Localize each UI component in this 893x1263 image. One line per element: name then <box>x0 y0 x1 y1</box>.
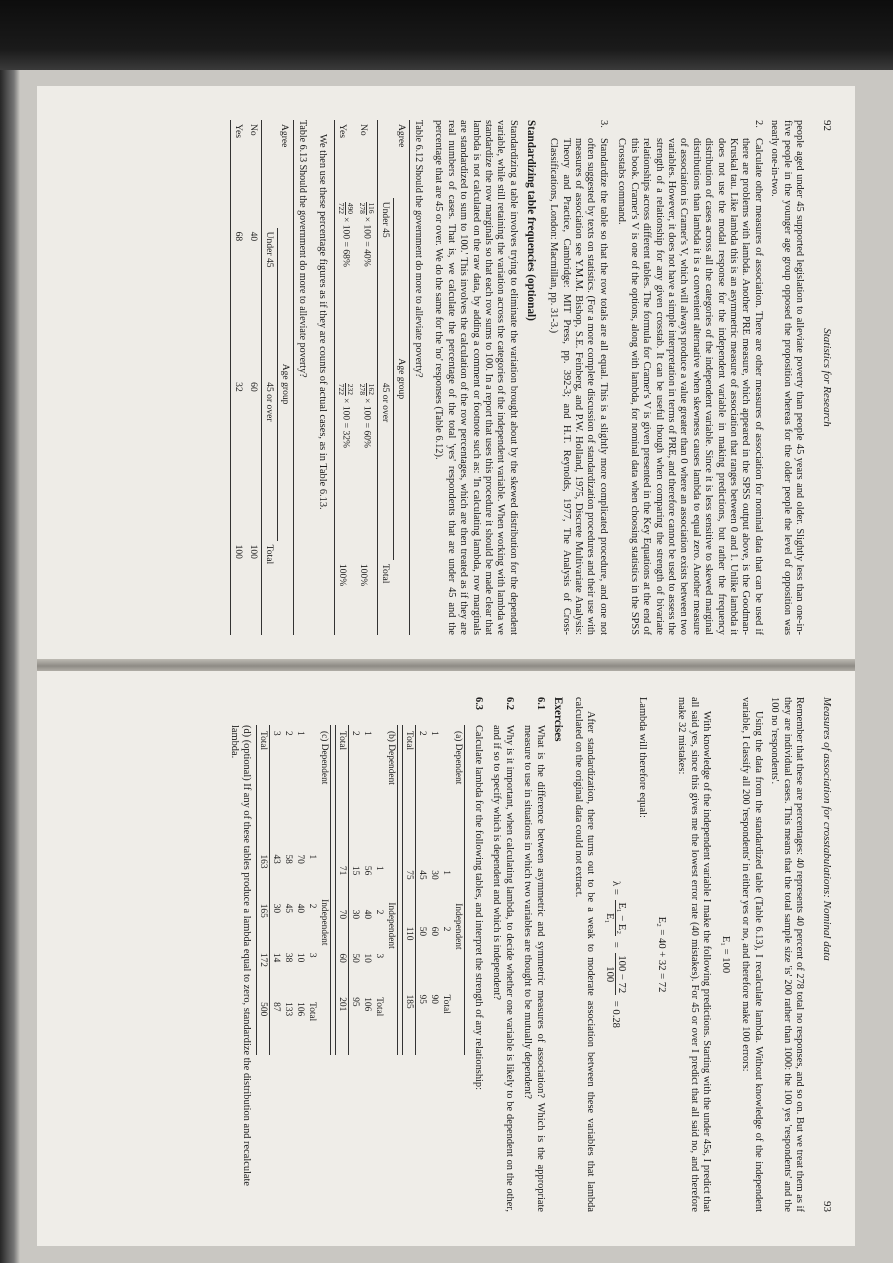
table-row: 2 15 30 50 95 <box>350 731 361 1007</box>
paragraph-lambda-equal: Lambda will therefore equal: <box>636 697 648 818</box>
table-row: 2 58 45 38 133 <box>283 731 294 1017</box>
t612-row-label: Yes <box>337 124 349 138</box>
paragraph-remember: Remember that these are percentages: 40 represents 40 percent of 278 total no responses, and so on. But we treat them as if they are individual cases. This means that the total sample size 'is' 200 rather than 1000: the 100 yes 'respondents' and the 100 no 'respondents'. <box>769 697 805 1212</box>
t612-col-total: Total <box>380 563 392 584</box>
table-row: No 40 60 100 <box>247 124 259 559</box>
equation-e2: E₂ = 40 + 32 = 72 <box>655 916 667 993</box>
exercise-6-2: 6.2 Why is it important, when calculating lambda, to decide whether one variable is likely to be dependent on the other, and if so to specify which is dependent and which is independent? <box>491 697 515 1212</box>
exercise-6-3: 6.3 Calculate lambda for the following tables, and interpret the strength of any relationship: <box>472 697 484 1091</box>
exercises-heading: Exercises <box>551 697 564 742</box>
t612-col-under45: Under 45 <box>380 201 392 238</box>
running-header-left <box>815 120 833 635</box>
page-number-right: 93 <box>821 1201 833 1212</box>
list-number-2: 2. <box>752 120 764 128</box>
equation-e1: E₁ = 100 <box>719 935 731 974</box>
exercise-table-a: (a) Dependent Independent 1 2 Total 1 30 60 90 2 45 50 95 Total 75 110 185 <box>403 725 466 1212</box>
options-list <box>547 120 764 635</box>
page-93 <box>37 671 855 1246</box>
table-row-total: Total 163 165 172 500 <box>257 725 270 1055</box>
table-row: 3 43 30 14 87 <box>271 731 282 1012</box>
table-6-12 <box>334 120 410 635</box>
t612-age-group-header: Age group <box>394 198 410 560</box>
t612-col-45over: 45 or over <box>380 382 392 423</box>
paragraph-after-standardization: After standardization, there turns out to be a weak to moderate association between these variables that lambda calculated on the original data could not extract. <box>572 697 597 1212</box>
running-title-left: Statistics for Research <box>821 328 833 427</box>
page-92 <box>37 86 855 661</box>
table-row: 1 56 40 10 106 <box>362 731 373 1012</box>
page-number-left: 92 <box>821 120 833 131</box>
list-text-2: Calculate other measures of association. There are other measures of association for nominal data that can be used if there are problems with lambda. Another PRE measure, which appeared in the SPSS output above, is the Goodman-Kruskal tau. Like lambda this is an asymmetric measure of association that ranges between 0 and 1. Unlike lambda it does not use the modal response for the independent variable in making predictions, but rather the frequency distribution of cases across all the categories of the independent variable. Since it is less sensitive to skewed marginal distributions than lambda it is a convenient alternative when skewness causes lambda to equal zero. Another measure of association is Cramer's V, which will always produce a value greater than 0 where an association exists between two variables. However, it does not have a simple interpretation in terms of PRE, and therefore cannot be used to assess the strength of a relationship for any given crosstab. It can be useful though when comparing the strength of bivariate relationships across different tables. The formula for Cramer's V is given presented in the Key Equations at the end of this book. Cramer's V is one of the options, along with lambda, for nominal data when choosing statistics in the SPSS Crosstabs command. <box>616 138 764 635</box>
t612-agree-header: Agree <box>395 124 407 148</box>
ta-label: (a) Dependent <box>453 725 466 864</box>
table-6-13 <box>230 120 294 635</box>
section-heading-standardizing: Standardizing table frequencies (optional) <box>524 120 537 321</box>
t613-col-total: Total <box>263 544 275 565</box>
table-row: 2 45 50 95 <box>417 731 428 1004</box>
running-header-right <box>815 697 833 1212</box>
t613-agree-header: Agree <box>279 124 291 148</box>
exercise-6-1: 6.1 What is the difference between asymmetric and symmetric measures of association? Which is the appropriate measure to use in situations in which two variables are thought to be mutually dependent? <box>522 697 546 1212</box>
list-item-2 <box>615 120 764 635</box>
t613-col-under45: Under 45 <box>263 231 275 268</box>
equation-lambda: λ = E₁ − E₂ E₁ = 100 − 72 100 = 0.28 <box>604 881 628 1028</box>
table-row: 1 70 40 10 106 <box>295 731 306 1017</box>
paragraph-intro: people aged under 45 supported legislation to alleviate poverty than people 45 years and older. Slightly less than one-in-five people in the younger age group opposed the proposition whereas for the older people the level of opposition was nearly one-in-two. <box>769 120 805 635</box>
table-row: Yes 68 32 100 <box>230 120 246 635</box>
paragraph-standardizing: Standardizing a table involves trying to eliminate the variation brought about by the skewed distribution for the dependent variable, while still retaining the variation across the categories of the independent variable. When working with lambda we standardize the row marginals so that each row sums to 100. In a report that uses this procedure it should be made clear that lambda is not calculated on the raw data, by adding a comment or footnote such as: 'In calculating lambda, row marginals are standardized to sum to 100.' This involves the calculation of the row percentages, which are then treated as if they are real numbers of cases. That is, we calculate the percentage of the total 'yes' respondents that are under 45 and the percentage that are 45 or over. We do the same for the 'no' responses (Table 6.12). <box>433 120 519 635</box>
list-number-3: 3. <box>597 120 609 128</box>
t613-col-45over: 45 or over <box>263 382 275 422</box>
paragraph-percentages: We then use these percentage figures as if they are counts of actual cases, as in Table 6.13. <box>317 134 329 510</box>
table-row: 1 30 60 90 <box>429 731 440 1004</box>
book-spread <box>37 86 855 1246</box>
running-title-right: Measures of association for crosstabulations: Nominal data <box>821 697 833 961</box>
table-row: Yes 490 722 × 100 = 68% 232 722 × 100 = 32% 100% <box>335 120 357 635</box>
exercise-table-b: (b) Dependent Independent 1 2 3 Total 1 56 40 10 106 2 15 30 50 95 Total 71 70 60 201 <box>336 725 399 1212</box>
table-row-total: Total 75 110 185 <box>403 725 416 1055</box>
t613-age-group-header: Age group <box>277 228 293 541</box>
list-text-3: Standardize the table so that the row totals are all equal. This is a slightly more complicated procedure, and one not often suggested by texts on statistics. (For a more complete discussion of standardization procedures and their use with measures of association see Y.M.M. Bishop, S.E. Feinberg, and P.W. Holland, 1975, Discrete Multivariate Analysis: Theory and Practice, Cambridge: MIT Press, pp. 392-3; and H.T. Reynolds, 1977, The Analysis of Cross-Classifications, London: Macmillan, pp. 31-3.) <box>548 138 609 635</box>
table-row: No 116 278 × 100 = 40% 162 278 × 100 = 60% 100% <box>356 120 378 635</box>
exercise-table-c: (c) Dependent Independent 1 2 3 Total 1 70 40 10 106 2 58 45 38 133 3 43 30 14 87 Total 163 165 172 500 <box>257 725 332 1212</box>
table-6-13-caption: Table 6.13 Should the government do more to alleviate poverty? <box>296 120 308 378</box>
list-item-3 <box>547 120 609 635</box>
tc-label: (c) Dependent <box>319 725 332 848</box>
paragraph-predictions: With knowledge of the independent variable I make the following predictions. Starting with the under 45s, I predict that all said yes, since this gives me the lowest error rate (40 mistakes). For 45 or over I predict that all said no, and therefore make 32 mistakes: <box>676 697 712 1212</box>
table-row-total: Total 71 70 60 201 <box>336 725 349 1055</box>
tb-label: (b) Dependent <box>386 725 399 860</box>
paragraph-recalculate: Using the data from the standardized table (Table 6.13), I recalculate lambda. Without knowledge of the independent variable, I classify all 200 'respondents' in either yes or no, and therefore make 100 errors: <box>740 697 764 1212</box>
exercise-part-d: (d) (optional) If any of these tables produce a lambda equal to zero, standardize the distribution and recalculate lambda. <box>229 725 253 1187</box>
table-6-12-caption: Table 6.12 Should the government do more to alleviate poverty? <box>413 120 425 378</box>
t612-row-label: No <box>358 124 370 136</box>
